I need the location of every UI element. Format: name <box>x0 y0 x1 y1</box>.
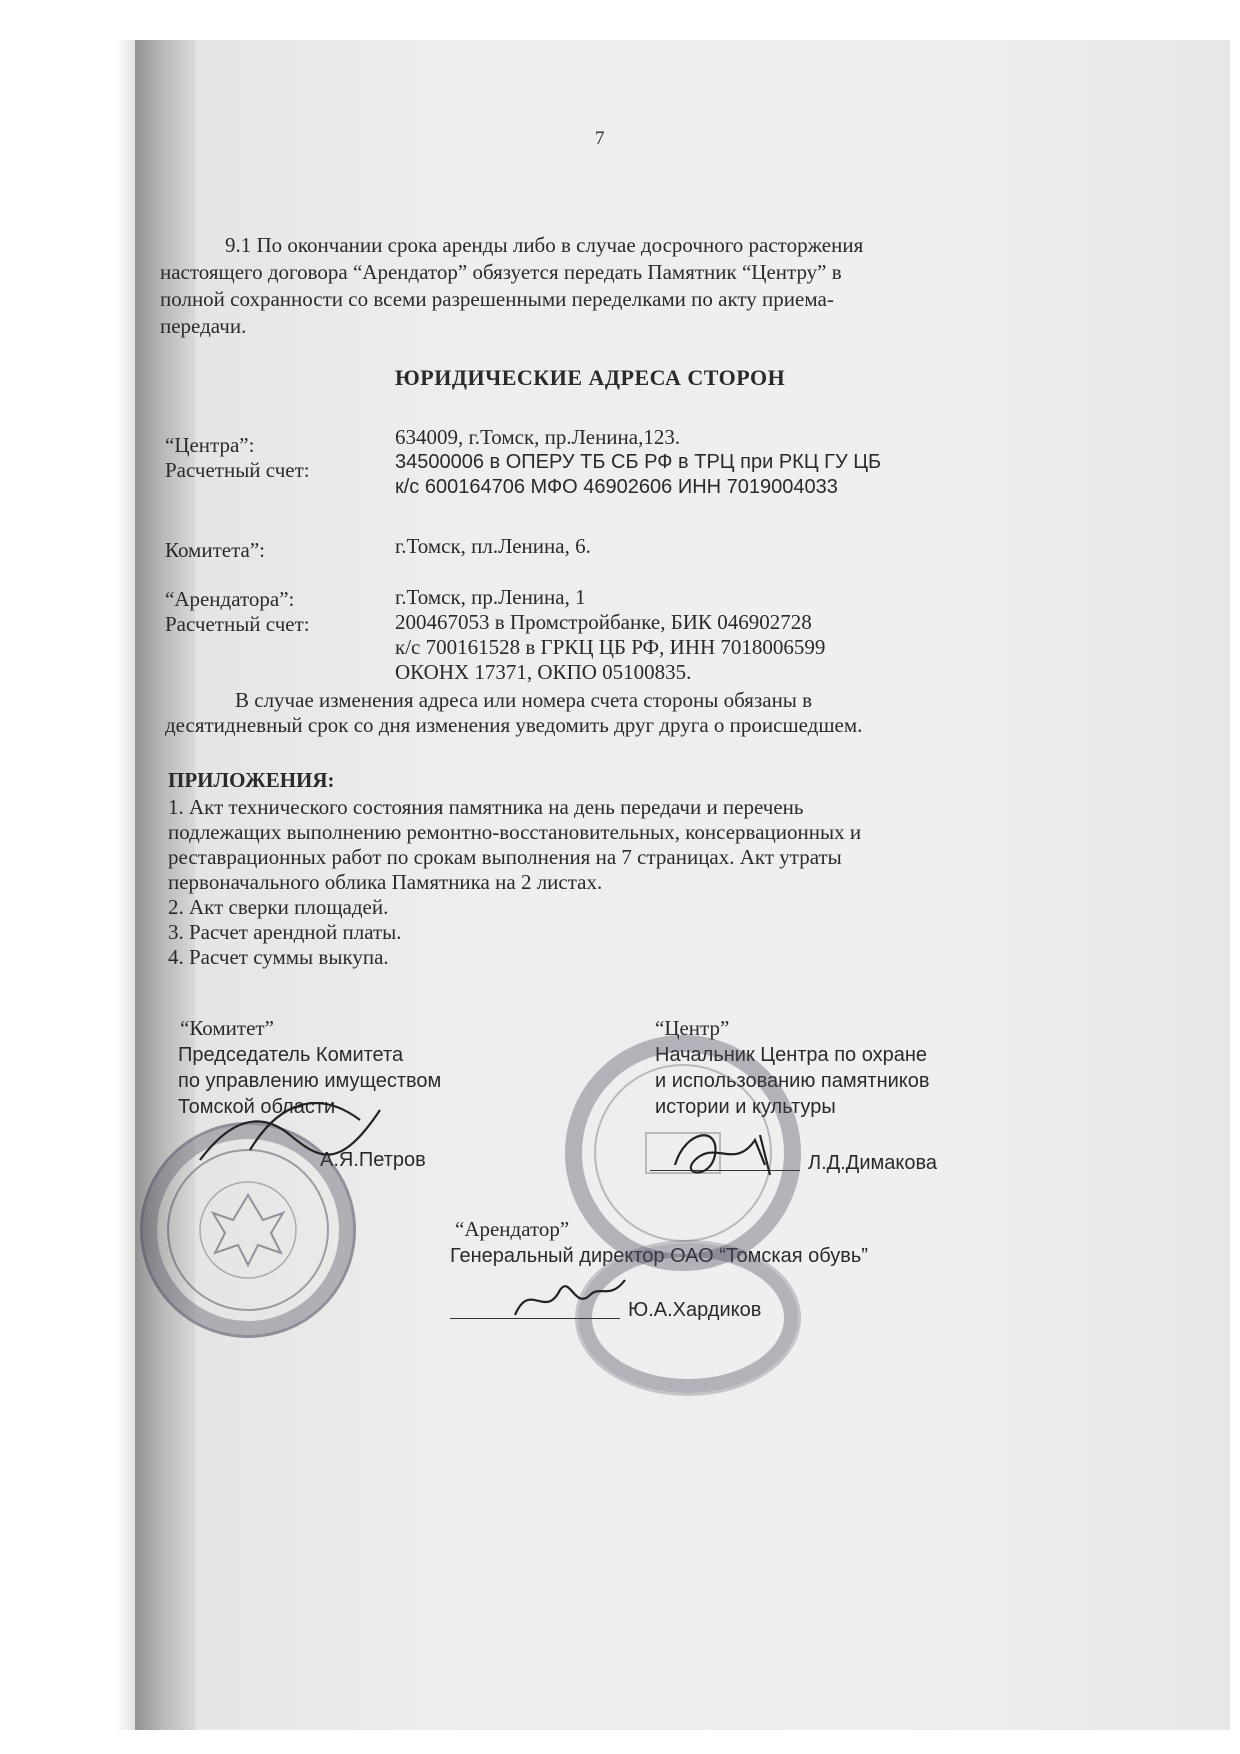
committee-role: Томской области <box>178 1096 336 1118</box>
tenant-label: “Арендатора”: <box>165 587 295 611</box>
committee-signer-name: А.Я.Петров <box>320 1149 426 1171</box>
addresses-heading: ЮРИДИЧЕСКИЕ АДРЕСА СТОРОН <box>395 365 786 390</box>
tenant-account-line: ОКОНХ 17371, ОКПО 05100835. <box>395 660 692 684</box>
tenant-account-label: Расчетный счет: <box>165 612 310 636</box>
notice-line: десятидневный срок со дня изменения уведомить друг друга о происшедшем. <box>165 713 863 737</box>
center-role: истории и культуры <box>655 1096 836 1118</box>
appendix-item-line: подлежащих выполнению ремонтно-восстановительных, консервационных и <box>168 820 862 844</box>
committee-title: “Комитет” <box>180 1016 274 1040</box>
center-role: Начальник Центра по охране <box>655 1044 928 1066</box>
clause-line: передачи. <box>160 314 247 338</box>
center-account-label: Расчетный счет: <box>165 458 310 482</box>
appendix-item-line: первоначального облика Памятника на 2 листах. <box>168 870 603 894</box>
page-edge <box>115 40 137 1730</box>
clause-line: полной сохранности со всеми разрешенными переделками по акту приема- <box>160 287 834 311</box>
clause-line: настоящего договора “Арендатор” обязуется передать Памятник “Центру” в <box>160 260 842 284</box>
appendix-item-line: 1. Акт технического состояния памятника на день передачи и перечень <box>168 795 804 819</box>
tenant-signature-scribble <box>505 1270 635 1330</box>
appendix-item: 2. Акт сверки площадей. <box>168 895 389 919</box>
center-account-line: 34500006 в ОПЕРУ ТБ СБ РФ в ТРЦ при РКЦ ГУ ЦБ <box>395 451 882 473</box>
tenant-account-line: 200467053 в Промстройбанке, БИК 046902728 <box>395 610 812 634</box>
committee-role: по управлению имуществом <box>178 1070 442 1092</box>
tenant-account-line: к/с 700161528 в ГРКЦ ЦБ РФ, ИНН 7018006599 <box>395 635 826 659</box>
committee-role: Председатель Комитета <box>178 1044 404 1066</box>
committee-signature-scribble <box>190 1080 400 1190</box>
center-role: и использованию памятников <box>655 1070 930 1092</box>
center-signer-name: Л.Д.Димакова <box>808 1152 937 1174</box>
clause-line: 9.1 По окончании срока аренды либо в случае досрочного расторжения <box>225 233 864 257</box>
tenant-title: “Арендатор” <box>455 1217 570 1241</box>
center-address: 634009, г.Томск, пр.Ленина,123. <box>395 425 681 449</box>
appendix-item-line: реставрационных работ по срокам выполнения на 7 страницах. Акт утраты <box>168 845 842 869</box>
committee-label: Комитета”: <box>165 538 265 562</box>
appendices-heading: ПРИЛОЖЕНИЯ: <box>168 768 335 792</box>
center-label: “Центра”: <box>165 433 255 457</box>
page-number: 7 <box>595 128 605 149</box>
center-account-line: к/с 600164706 МФО 46902606 ИНН 7019004033 <box>395 476 838 498</box>
appendix-item: 4. Расчет суммы выкупа. <box>168 945 389 969</box>
center-signature-scribble <box>665 1120 785 1190</box>
notice-line: В случае изменения адреса или номера счета стороны обязаны в <box>235 688 813 712</box>
tenant-signer-name: Ю.А.Хардиков <box>628 1299 762 1321</box>
appendix-item: 3. Расчет арендной платы. <box>168 920 402 944</box>
committee-address: г.Томск, пл.Ленина, 6. <box>395 534 591 558</box>
tenant-address: г.Томск, пр.Ленина, 1 <box>395 585 586 609</box>
center-title: “Центр” <box>655 1016 730 1040</box>
tenant-role: Генеральный директор ОАО “Томская обувь” <box>450 1245 868 1267</box>
